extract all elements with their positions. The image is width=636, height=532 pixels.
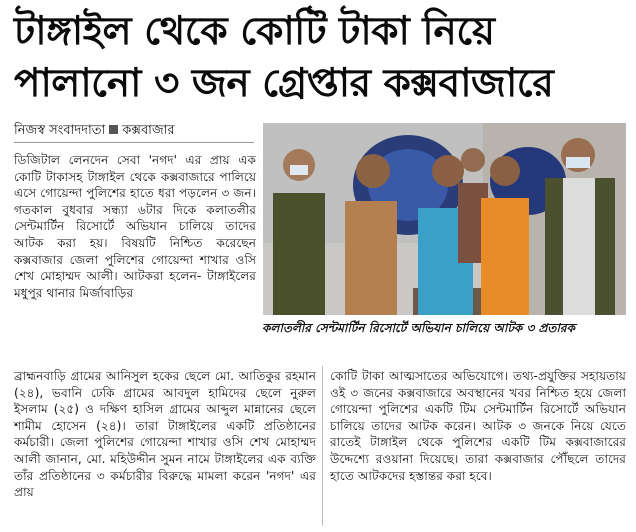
headline — [14, 6, 624, 110]
article-column-bottom-left — [14, 368, 316, 501]
separator-square-icon — [109, 125, 118, 134]
news-photo — [263, 123, 626, 315]
headline-line-2: পালানো ৩ জন গ্রেপ্তার কক্সবাজারে — [14, 61, 554, 106]
article-column-left — [14, 152, 256, 301]
article-lead: ডিজিটাল লেনদেন সেবা 'নগদ' এর প্রায় এক কোটি টাকাসহ টাঙ্গাইল থেকে কক্সবাজারে পালিয়ে এসে গোয়েন্দা পুলিশের হাতে ধরা পড়লেন ৩ জন। গতকাল বুধবার সন্ধ্যা ৬টার দিকে কলাতলীর সেন্টমার্টিন রিসোর্টে অভিযান চালিয়ে তাদের আটক করা হয়। বিষয়টি নিশ্চিত করেছেন কক্সবাজার জেলা পুলিশের গোয়েন্দা শাখার ওসি শেখ মোহাম্মদ আলী। আটকরা হলেন- টাঙ্গাইলের মধুপুর থানার মির্জাবাড়ির — [14, 153, 256, 300]
byline-location: কক্সবাজার — [122, 123, 175, 138]
article-continued-right: কোটি টাকা আত্মসাতের অভিযোগে। তথ্য-প্রযুক্তির সহায়তায় ওই ৩ জনের কক্সবাজারে অবস্থানের খবর নিশ্চিত হয়ে জেলা গোয়েন্দা পুলিশের একটি টিম সেন্টমার্টিন রিসোর্টে অভিযান চালিয়ে তাদের আটক করেন। আটক ৩ জনকে নিয়ে যেতে রাতেই টাঙ্গাইল থেকে পুলিশের একটি টিম কক্সবাজারের উদ্দেশ্যে রওয়ানা দিয়েছে। তারা কক্সবাজার পৌঁছলে তাদের হাতে আটকদের হস্তান্তর করা হবে। — [330, 369, 626, 483]
byline-rule — [14, 142, 254, 143]
photo-illustration — [263, 123, 626, 315]
article-continued-left: ব্রাহ্মনবাড়ি গ্রামের আনিসুল হকের ছেলে মো. আতিকুর রহমান (২৪), ভবানি ঢেকি গ্রামের আবদুল হামিদের ছেলে নুরুল ইসলাম (২৫) ও দক্ষিণ হাসিল গ্রামের আব্দুল মান্নানের ছেলে শামীম হোসেন (২৪)। তারা টাঙ্গাইলের একটি প্রতিষ্ঠানের কর্মচারী। জেলা পুলিশের গোয়েন্দা শাখার ওসি শেখ মোহাম্মদ আলী জানান, মো. মহিউদ্দীন সুমন নামে টাঙ্গাইলের এক ব্যক্তি তাঁর প্রতিষ্ঠানের ৩ কর্মচারীর বিরুদ্ধে মামলা করেন 'নগদ' এর প্রায় — [14, 369, 316, 500]
article-column-bottom-right — [330, 368, 626, 484]
headline-line-1: টাঙ্গাইল থেকে কোটি টাকা নিয়ে — [14, 9, 495, 54]
byline-source: নিজস্ব সংবাদদাতা — [14, 123, 106, 138]
column-divider — [322, 366, 323, 526]
byline — [14, 122, 254, 140]
photo-caption: কলাতলীর সেন্টমার্টিন রিসোর্টে অভিযান চালিয়ে আটক ৩ প্রতারক — [262, 321, 575, 335]
